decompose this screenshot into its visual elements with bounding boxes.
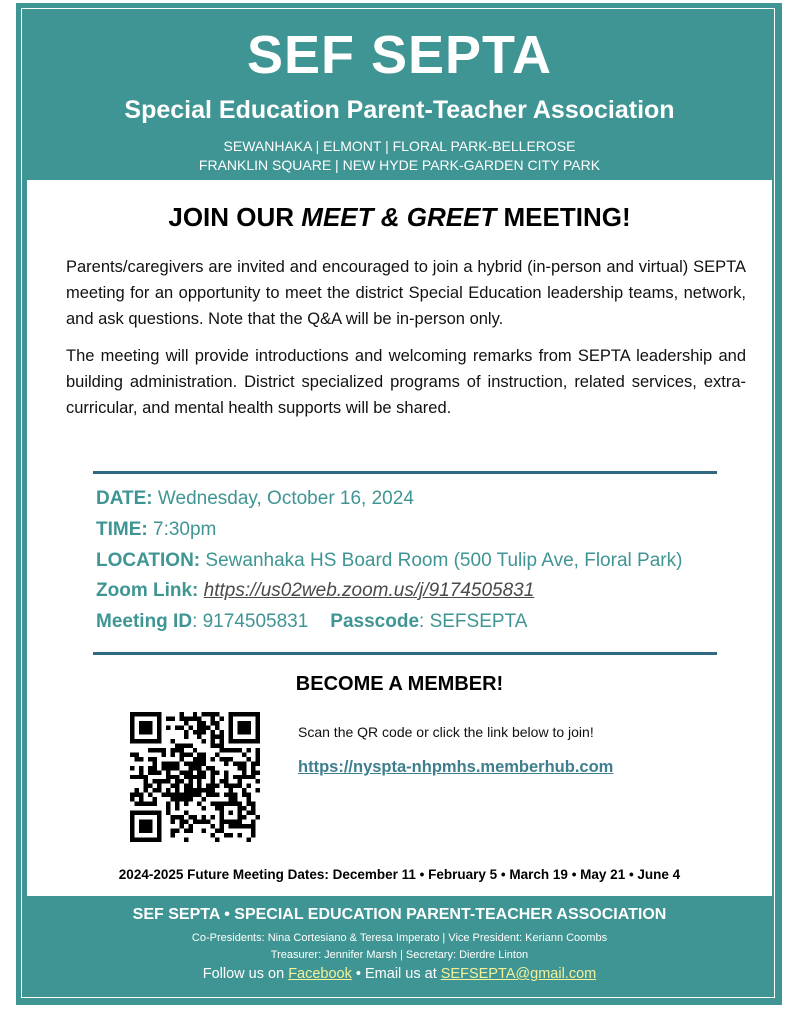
location-value: Sewanhaka HS Board Room (500 Tulip Ave, Floral Park) — [200, 550, 683, 571]
location-label: LOCATION: — [96, 550, 201, 571]
zoom-row — [96, 580, 534, 602]
member-heading: BECOME A MEMBER! — [295, 673, 504, 695]
date-row — [96, 488, 414, 510]
qr-code-icon[interactable] — [130, 712, 260, 842]
headline-emphasis: MEET & GREET — [301, 202, 497, 232]
headline-suffix: MEETING! — [496, 202, 631, 232]
time-value: 7:30pm — [147, 519, 217, 540]
footer-title: SEF SEPTA • SPECIAL EDUCATION PARENT-TEACHER ASSOCIATION — [132, 906, 667, 923]
follow-line — [27, 966, 772, 982]
facebook-link[interactable]: Facebook — [288, 966, 352, 982]
officers-line-2: Treasurer: Jennifer Marsh | Secretary: Dierdre Linton — [270, 949, 529, 961]
location-row — [96, 550, 682, 572]
towns-line-1: SEWANHAKA | ELMONT | FLORAL PARK-BELLEROSE — [223, 138, 576, 154]
meeting-id-value: : 9174505831 — [192, 611, 309, 632]
header — [27, 10, 772, 178]
officers-line-1: Co-Presidents: Nina Cortesiano & Teresa Imperato | Vice President: Keriann Coombs — [191, 932, 608, 944]
program-paragraph: The meeting will provide introductions and welcoming remarks from SEPTA leadership and building administration. District specialized programs of instruction, related services, extra-curricular, and mental health supports will be shared. — [66, 347, 746, 417]
towns-line-2: FRANKLIN SQUARE | NEW HYDE PARK-GARDEN CITY PARK — [198, 157, 601, 173]
divider-bottom — [93, 652, 717, 655]
zoom-label: Zoom Link: — [96, 580, 199, 601]
page-title: SEF SEPTA — [246, 25, 553, 85]
passcode-label: Passcode — [330, 611, 420, 632]
meeting-id-row — [96, 611, 527, 633]
divider-top — [93, 471, 717, 474]
zoom-link[interactable]: https://us02web.zoom.us/j/9174505831 — [203, 580, 535, 601]
meeting-id-label: Meeting ID — [96, 611, 193, 632]
scan-instructions: Scan the QR code or click the link below to join! — [298, 724, 594, 740]
intro-paragraph: Parents/caregivers are invited and encouraged to join a hybrid (in-person and virtual) SEPTA meeting for an opportunity to meet the district Special Education leadership teams, network, and ask questions. Note that the Q&A will be in-person only. — [66, 258, 746, 328]
headline — [27, 202, 772, 233]
headline-prefix: JOIN OUR — [168, 202, 302, 232]
follow-prefix: Follow us on — [202, 966, 289, 982]
time-row — [96, 519, 216, 541]
future-meeting-dates: 2024-2025 Future Meeting Dates: December 11 • February 5 • March 19 • May 21 • June 4 — [118, 867, 681, 882]
passcode-value: : SEFSEPTA — [419, 611, 528, 632]
email-link[interactable]: SEFSEPTA@gmail.com — [440, 966, 597, 982]
subtitle: Special Education Parent-Teacher Association — [124, 96, 675, 124]
time-label: TIME: — [96, 519, 148, 540]
date-label: DATE: — [96, 488, 153, 509]
date-value: Wednesday, October 16, 2024 — [152, 488, 414, 509]
email-prefix: • Email us at — [351, 966, 441, 982]
membership-link[interactable]: https://nyspta-nhpmhs.memberhub.com — [298, 758, 614, 776]
